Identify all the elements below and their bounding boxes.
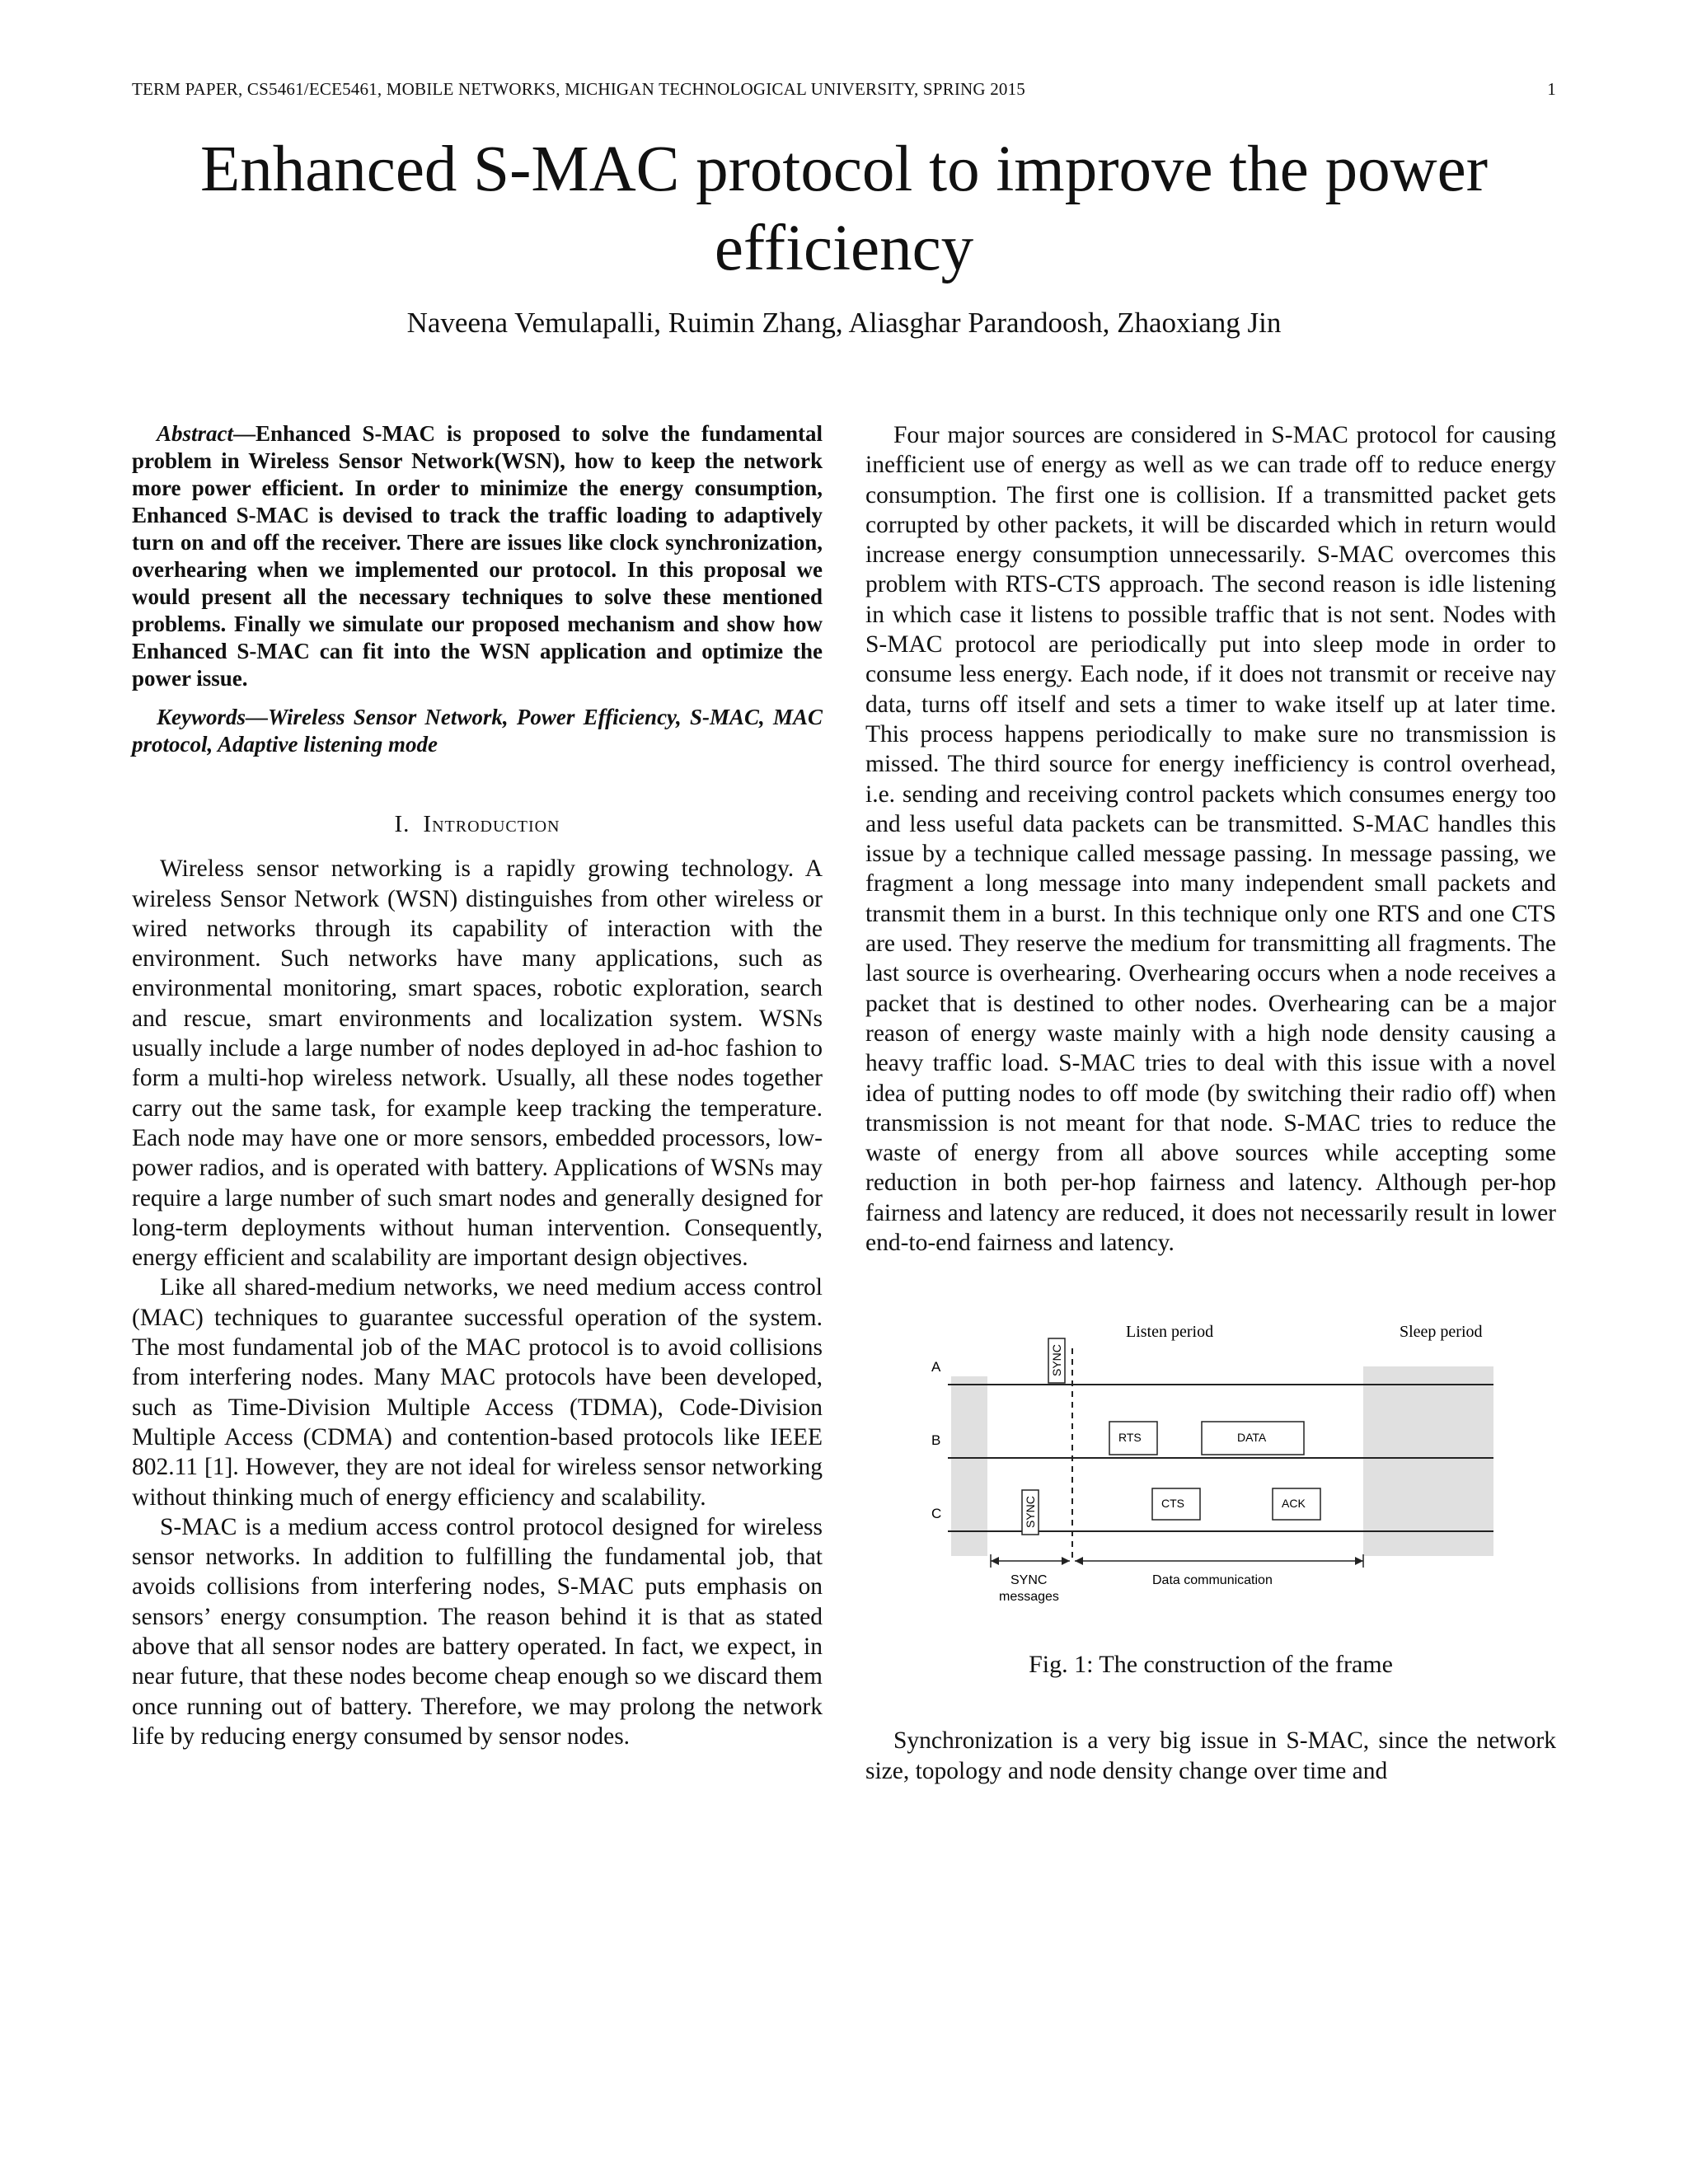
keywords-label: Keywords: [157, 705, 246, 729]
abstract-label: Abstract: [157, 421, 234, 446]
author-list: Naveena Vemulapalli, Ruimin Zhang, Aliasghar Parandoosh, Zhaoxiang Jin: [406, 307, 1282, 339]
sync-arrow-left-head: [991, 1557, 999, 1565]
sync-label-a: SYNC: [1050, 1344, 1063, 1377]
data-communication-label: Data communication: [1152, 1573, 1273, 1588]
title-line-1: Enhanced S-MAC protocol to improve the power: [199, 134, 1489, 205]
sleep-period-label: Sleep period: [1400, 1323, 1483, 1342]
sync-messages-label-line-1: SYNC: [1010, 1573, 1048, 1588]
figure-1: [865, 1304, 1556, 1699]
section-number: I.: [394, 811, 410, 837]
right-paragraph-1: Four major sources are considered in S-MAC protocol for causing inefficient use of energy as well as we can trade off to reduce energy consumption. The first one is collision. If a transmitted packet gets corrupted by other packets, it will be discarded which in return would increase energy consumption unnecessarily. S-MAC overcomes this problem with RTS-CTS approach. The second reason is idle listening in which case it listens to possible traffic that is not sent. Nodes with S-MAC protocol are periodically put into sleep mode in order to consume less energy. Each node, if it does not transmit or receive nay data, turns off itself and sets a timer to wake itself up at later time. This process happens periodically to make sure no transmission is missed. The third source for energy inefficiency is control overhead, i.e. sending and receiving control packets which consumes energy too and less useful data packets can be transmitted. S-MAC handles this issue by a technique called message passing. In message passing, we fragment a long message into many independent small packets and transmit them in a burst. In this technique only one RTS and one CTS are used. They reserve the medium for transmitting all fragments. The last source is overhearing. Overhearing occurs when a node receives a packet that is destined to other nodes. Overhearing can be a major reason of energy waste mainly with a high node density causing a heavy traffic load. S-MAC tries to deal with this issue with a novel idea of putting nodes to off mode (by switching their radio off) when transmission is not meant for that node. S-MAC tries to reduce the waste of energy from all above sources while accepting some reduction in both per-hop fairness and latency. Although per-hop fairness and latency are reduced, it does not necessarily result in lower end-to-end fairness and latency.: [865, 422, 1556, 1257]
right-paragraph-2: Synchronization is a very big issue in S-MAC, since the network size, topology and node density change over time and: [865, 1727, 1556, 1784]
section-title: Introduction: [423, 811, 560, 837]
intro-paragraph-1: Wireless sensor networking is a rapidly growing technology. A wireless Sensor Network (WSN) distinguishes from other wireless or wired networks through its capability of interaction with the environment. Such networks have many applications, such as environmental monitoring, smart spaces, robotic exploration, search and rescue, smart environments and localization system. WSNs usually include a large number of nodes deployed in ad-hoc fashion to form a multi-hop wireless network. Usually, all these nodes together carry out the same task, for example keep tracking the temperature. Each node may have one or more sensors, embedded processors, low-power radios, and is operated with battery. Applications of WSNs may require a large number of such smart nodes and generally designed for long-term deployments without human intervention. Consequently, energy efficient and scalability are important design objectives.: [132, 855, 823, 1272]
listen-period-label: Listen period: [1126, 1323, 1214, 1342]
data-label: DATA: [1237, 1431, 1267, 1445]
abstract-text: Enhanced S-MAC is proposed to solve the fundamental problem in Wireless Sensor Network(WSN), how to keep the network more power efficient. In order to minimize the energy consumption, Enhanced S-MAC is devised to track the traffic loading to adaptively turn on and off the receiver. There are issues like clock synchronization, overhearing when we implemented our protocol. In this proposal we would present all the necessary techniques to solve these mentioned problems. Finally we simulate our proposed mechanism and show how Enhanced S-MAC can fit into the WSN application and optimize the power issue.: [132, 421, 823, 691]
data-arrow-right-head: [1355, 1557, 1363, 1565]
frame-construction-diagram: [865, 1304, 1556, 1699]
intro-paragraph-2: Like all shared-medium networks, we need medium access control (MAC) techniques to guarantee successful operation of the system. The most fundamental job of the MAC protocol is to avoid collisions from interfering nodes. Many MAC protocols have been developed, such as Time-Division Multiple Access (TDMA), Code-Division Multiple Access (CDMA) and contention-based protocols like IEEE 802.11 [1]. However, they are not ideal for wireless sensor networking without thinking much of energy efficiency and scalability.: [132, 1274, 823, 1511]
title-line-2: efficiency: [714, 213, 974, 284]
running-title: TERM PAPER, CS5461/ECE5461, MOBILE NETWORKS, MICHIGAN TECHNOLOGICAL UNIVERSITY, SPRING 2015: [132, 79, 1026, 99]
sync-label-c: SYNC: [1024, 1496, 1037, 1529]
sync-messages-label-line-2: messages: [999, 1590, 1059, 1605]
ack-label: ACK: [1282, 1497, 1306, 1511]
cts-label: CTS: [1161, 1497, 1184, 1511]
node-label-c: C: [931, 1506, 942, 1522]
running-header: [132, 79, 1556, 104]
keywords: [132, 704, 823, 758]
left-column: [132, 420, 823, 1751]
paper-title: [132, 130, 1556, 288]
initial-sleep-shade: [951, 1376, 987, 1556]
figure-caption: Fig. 1: The construction of the frame: [1029, 1651, 1393, 1679]
abstract: [132, 420, 823, 692]
sleep-period-shade: [1363, 1366, 1493, 1556]
keywords-dash: —: [246, 705, 268, 729]
rts-label: RTS: [1118, 1431, 1142, 1445]
data-arrow-left-head: [1075, 1557, 1083, 1565]
sync-arrow-right-head: [1062, 1557, 1070, 1565]
abstract-dash: —: [233, 421, 256, 446]
right-column: [865, 420, 1556, 1786]
keywords-text: Wireless Sensor Network, Power Efficiency, S-MAC, MAC protocol, Adaptive listening mode: [132, 705, 823, 757]
node-label-b: B: [931, 1432, 941, 1449]
node-label-a: A: [931, 1359, 941, 1376]
page-number: 1: [1547, 79, 1556, 99]
intro-paragraph-3: S-MAC is a medium access control protocol designed for wireless sensor networks. In addition to fulfilling the fundamental job, that avoids collisions from interfering nodes, S-MAC puts emphasis on sensors’ energy consumption. The reason behind it is that as stated above that all sensor nodes are battery operated. In fact, we expect, in near future, that these nodes become cheap enough so we discard them once running out of battery. Therefore, we may prolong the network life by reducing energy consumed by sensor nodes.: [132, 1513, 823, 1750]
section-heading-introduction: [132, 809, 823, 839]
